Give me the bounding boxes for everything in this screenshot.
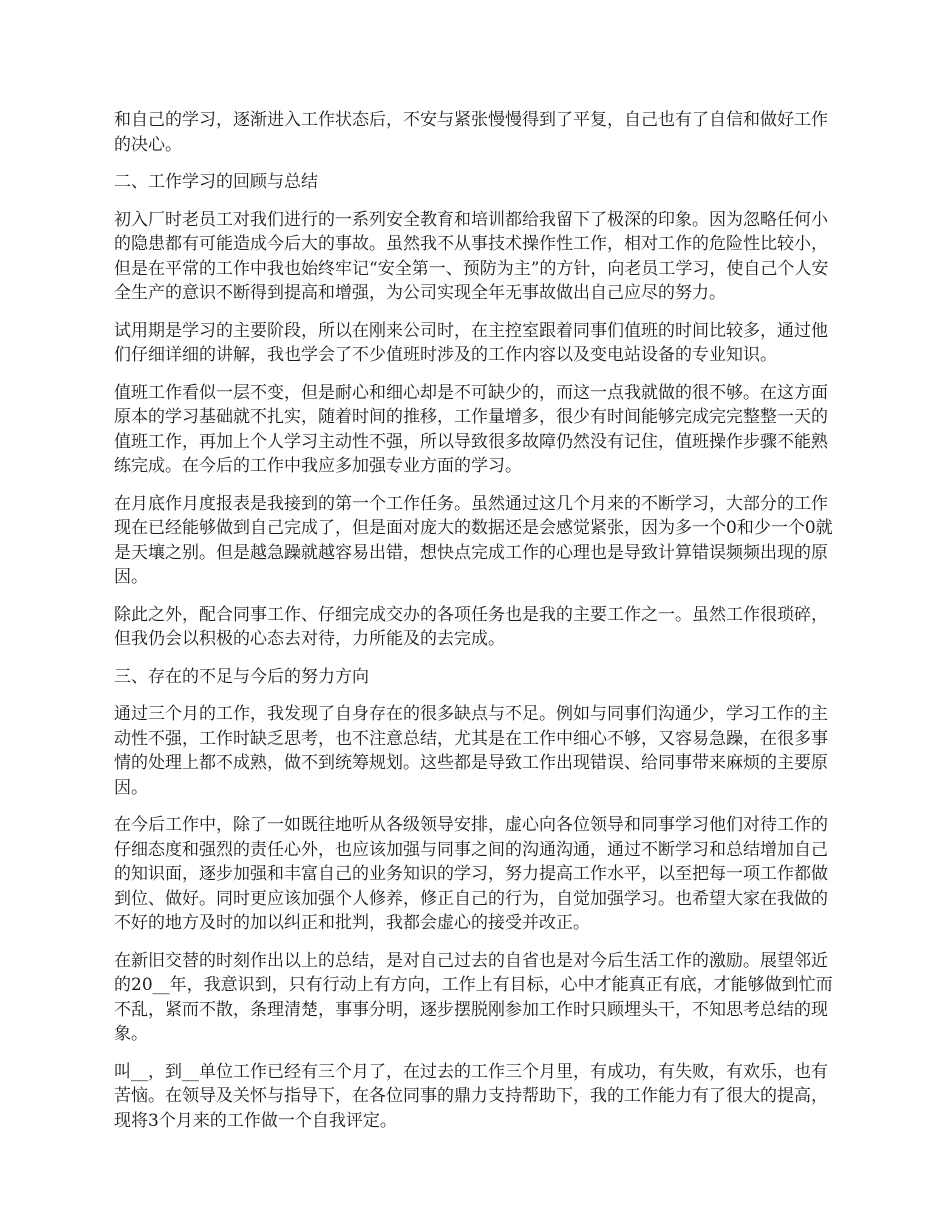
paragraph-future-work: 在今后工作中，除了一如既往地听从各级领导安排，虚心向各位领导和同事学习他们对待工作的仔细态度和强烈的责任心外，也应该加强与同事之间的沟通沟通，通过不断学习和总结增加自己的知识面，逐步加强和丰富自己的业务知识的学习，努力提高工作水平，以至把每一项工作都做到位、做好。同时更应该加强个人修养，修正自己的行为，自觉加强学习。也希望大家在我做的不好的地方及时的加以纠正和批判，我都会虚心的接受并改正。: [114, 815, 828, 933]
paragraph-other-tasks: 除此之外，配合同事工作、仔细完成交办的各项任务也是我的主要工作之一。虽然工作很琐碎，但我仍会以积极的心态去对待，力所能及的去完成。: [114, 604, 828, 649]
paragraph-shortcomings: 通过三个月的工作，我发现了自身存在的很多缺点与不足。例如与同事们沟通少，学习工作的主动性不强，工作时缺乏思考，也不注意总结，尤其是在工作中细心不够，又容易急躁，在很多事情的处理上都不成熟，做不到统筹规划。这些都是导致工作出现错误、给同事带来麻烦的主要原因。: [114, 704, 828, 798]
section-heading-shortcomings: 三、存在的不足与今后的努力方向: [114, 666, 369, 687]
section-heading-review: 二、工作学习的回顾与总结: [114, 172, 318, 192]
paragraph-probation-learning: 试用期是学习的主要阶段，所以在刚来公司时，在主控室跟着同事们值班的时间比较多，通过他们仔细详细的讲解，我也学会了不少值班时涉及的工作内容以及变电站设备的专业知识。: [114, 320, 828, 365]
paragraph-intro-continuation: 和自己的学习，逐渐进入工作状态后，不安与紧张慢慢得到了平复，自己也有了自信和做好工作的决心。: [114, 110, 828, 155]
paragraph-duty-work: 值班工作看似一层不变，但是耐心和细心却是不可缺少的，而这一点我就做的很不够。在这方面原本的学习基础就不扎实，随着时间的推移，工作量增多，很少有时间能够完成完完整整一天的值班工作，再加上个人学习主动性不强，所以导致很多故障仍然没有记住，值班操作步骤不能熟练完成。在今后的工作中我应多加强专业方面的学习。: [114, 382, 828, 476]
paragraph-self-evaluation: 叫__，到__单位工作已经有三个月了，在过去的工作三个月里，有成功，有失败，有欢乐，也有苦恼。在领导及关怀与指导下，在各位同事的鼎力支持帮助下，我的工作能力有了很大的提高，现将3个月来的工作做一个自我评定。: [114, 1061, 828, 1131]
document-body: [114, 108, 840, 1146]
paragraph-summary-outlook: 在新旧交替的时刻作出以上的总结，是对自己过去的自省也是对今后生活工作的激励。展望邻近的20__年，我意识到，只有行动上有方向，工作上有目标，心中才能真正有底，才能够做到忙而不乱，紧而不散，条理清楚，事事分明，逐步摆脱刚参加工作时只顾埋头干，不知思考总结的现象。: [114, 950, 833, 1044]
paragraph-monthly-report: 在月底作月度报表是我接到的第一个工作任务。虽然通过这几个月来的不断学习，大部分的工作现在已经能够做到自己完成了，但是面对庞大的数据还是会感觉紧张，因为多一个0和少一个0就是天壤之别。但是越急躁就越容易出错，想快点完成工作的心理也是导致计算错误频频出现的原因。: [114, 493, 833, 587]
paragraph-safety-training: 初入厂时老员工对我们进行的一系列安全教育和培训都给我留下了极深的印象。因为忽略任何小的隐患都有可能造成今后大的事故。虽然我不从事技术操作性工作，相对工作的危险性比较小，但是在平常的工作中我也始终牢记“安全第一、预防为主”的方针，向老员工学习，使自己个人安全生产的意识不断得到提高和增强，为公司实现全年无事故做出自己应尽的努力。: [114, 209, 829, 303]
